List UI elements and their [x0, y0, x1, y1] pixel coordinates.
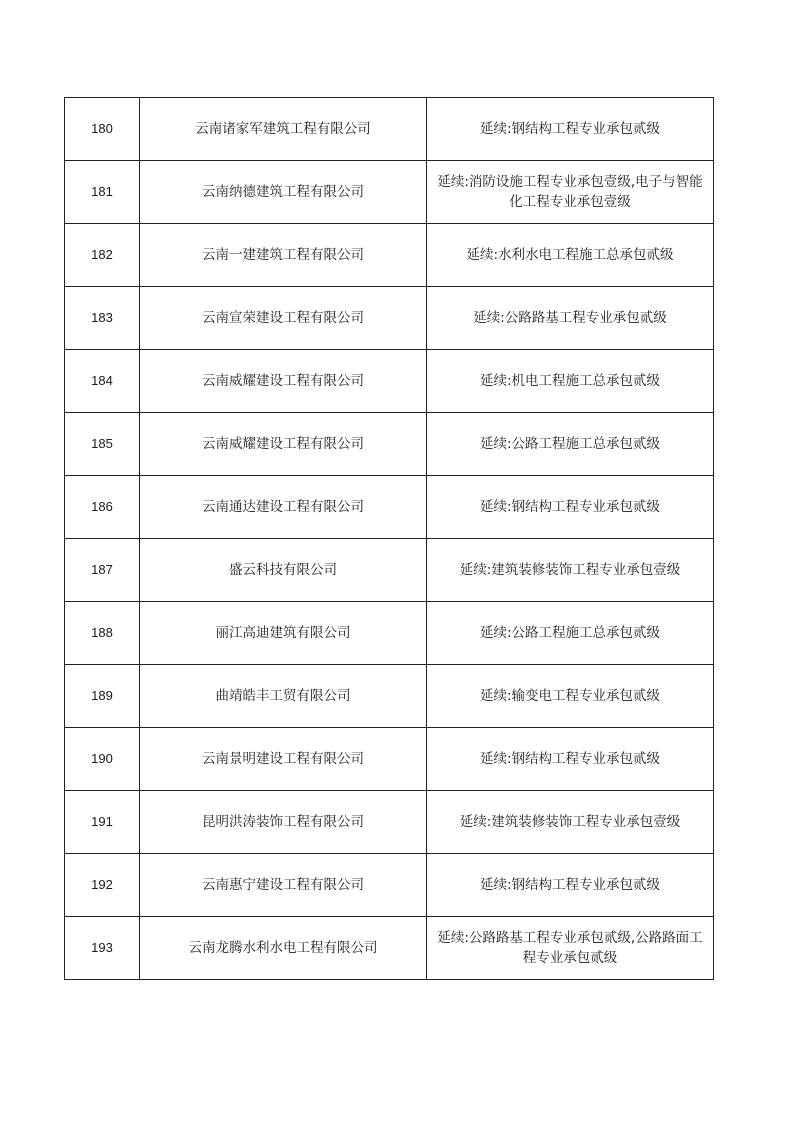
- qualification-scope-text: 延续:建筑装修装饰工程专业承包壹级: [459, 562, 681, 578]
- table-row: [65, 287, 714, 350]
- qualification-scope-text: 延续:公路路基工程专业承包贰级: [473, 310, 667, 326]
- table-row: [65, 791, 714, 854]
- row-number: 188: [65, 602, 140, 665]
- company-name: 曲靖皓丰工贸有限公司: [140, 665, 427, 728]
- table-row: [65, 854, 714, 917]
- company-name: 云南一建建筑工程有限公司: [140, 224, 427, 287]
- table-row: [65, 98, 714, 161]
- qualification-scope-text: 延续:机电工程施工总承包贰级: [479, 373, 661, 389]
- company-name: 云南诸家军建筑工程有限公司: [140, 98, 427, 161]
- qualification-scope: [427, 98, 714, 161]
- company-name: 云南纳德建筑工程有限公司: [140, 161, 427, 224]
- qualification-scope-text: 延续:公路工程施工总承包贰级: [479, 625, 661, 641]
- row-number: 189: [65, 665, 140, 728]
- table-row: [65, 917, 714, 980]
- qualification-scope-text: 延续:钢结构工程专业承包贰级: [479, 499, 661, 515]
- qualification-scope-text: 延续:公路路基工程专业承包贰级,公路路面工程专业承包贰级: [437, 930, 703, 966]
- qualification-scope: [427, 602, 714, 665]
- company-name: 云南宣荣建设工程有限公司: [140, 287, 427, 350]
- qualification-scope-text: 延续:消防设施工程专业承包壹级,电子与智能化工程专业承包壹级: [437, 174, 703, 210]
- company-name: 丽江高迪建筑有限公司: [140, 602, 427, 665]
- table-row: [65, 350, 714, 413]
- row-number: 191: [65, 791, 140, 854]
- company-name: 昆明洪涛装饰工程有限公司: [140, 791, 427, 854]
- company-name: 云南通达建设工程有限公司: [140, 476, 427, 539]
- company-name: 云南景明建设工程有限公司: [140, 728, 427, 791]
- row-number: 186: [65, 476, 140, 539]
- qualification-scope-text: 延续:水利水电工程施工总承包贰级: [466, 247, 674, 263]
- qualification-scope-text: 延续:钢结构工程专业承包贰级: [479, 877, 661, 893]
- qualification-scope: [427, 539, 714, 602]
- qualification-scope: [427, 476, 714, 539]
- qualification-scope: [427, 413, 714, 476]
- qualification-table: [64, 97, 714, 980]
- qualification-scope-text: 延续:输变电工程专业承包贰级: [479, 688, 661, 704]
- row-number: 193: [65, 917, 140, 980]
- qualification-scope: [427, 161, 714, 224]
- table-row: [65, 224, 714, 287]
- table-row: [65, 539, 714, 602]
- qualification-scope: [427, 854, 714, 917]
- qualification-scope: [427, 728, 714, 791]
- row-number: 184: [65, 350, 140, 413]
- company-name: 云南龙腾水利水电工程有限公司: [140, 917, 427, 980]
- row-number: 187: [65, 539, 140, 602]
- company-name: 云南威耀建设工程有限公司: [140, 413, 427, 476]
- qualification-scope-text: 延续:公路工程施工总承包贰级: [479, 436, 661, 452]
- qualification-scope: [427, 665, 714, 728]
- qualification-scope-text: 延续:钢结构工程专业承包贰级: [479, 751, 661, 767]
- table-body: [65, 98, 714, 980]
- qualification-scope: [427, 287, 714, 350]
- row-number: 192: [65, 854, 140, 917]
- company-name: 云南惠宁建设工程有限公司: [140, 854, 427, 917]
- document-page: [64, 97, 711, 980]
- company-name: 云南威耀建设工程有限公司: [140, 350, 427, 413]
- table-row: [65, 161, 714, 224]
- qualification-scope: [427, 917, 714, 980]
- table-row: [65, 665, 714, 728]
- row-number: 183: [65, 287, 140, 350]
- table-row: [65, 728, 714, 791]
- company-name: 盛云科技有限公司: [140, 539, 427, 602]
- qualification-scope: [427, 791, 714, 854]
- table-row: [65, 602, 714, 665]
- qualification-scope: [427, 224, 714, 287]
- row-number: 185: [65, 413, 140, 476]
- row-number: 181: [65, 161, 140, 224]
- row-number: 190: [65, 728, 140, 791]
- qualification-scope-text: 延续:建筑装修装饰工程专业承包壹级: [459, 814, 681, 830]
- qualification-scope: [427, 350, 714, 413]
- row-number: 182: [65, 224, 140, 287]
- table-row: [65, 476, 714, 539]
- table-row: [65, 413, 714, 476]
- row-number: 180: [65, 98, 140, 161]
- qualification-scope-text: 延续:钢结构工程专业承包贰级: [479, 121, 661, 137]
